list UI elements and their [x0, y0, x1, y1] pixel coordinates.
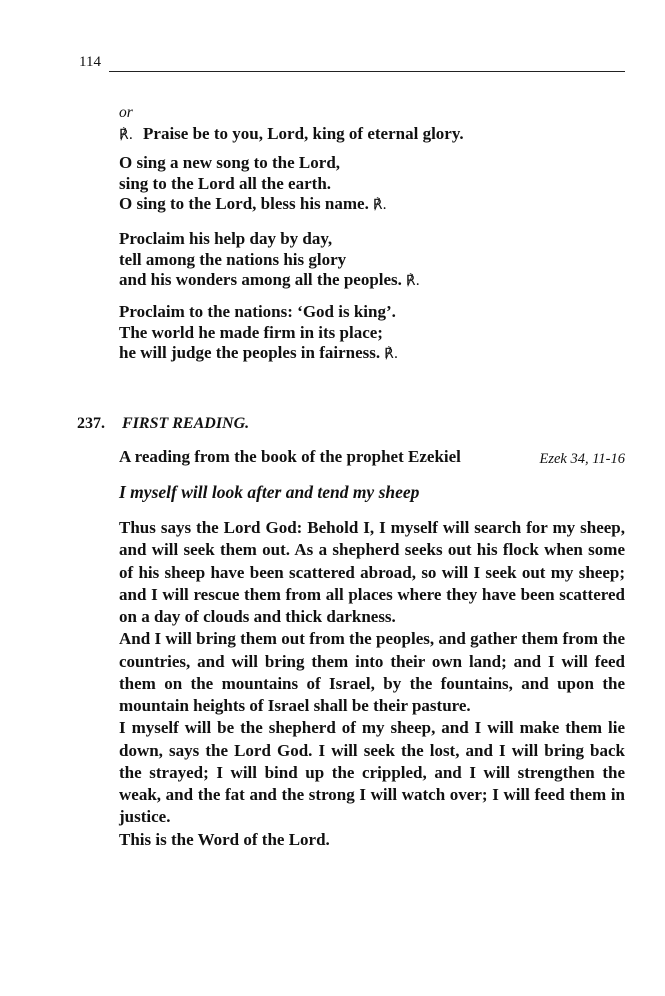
psalm-stanza-3: [119, 302, 625, 365]
verse-line: sing to the Lord all the earth.: [119, 173, 332, 193]
header-rule: [109, 71, 625, 72]
response-mark: ℟.: [405, 273, 420, 289]
response-line: [119, 123, 625, 146]
scripture-citation: Ezek 34, 11-16: [539, 451, 625, 467]
verse-line: Proclaim to the nations: ‘God is king’.: [119, 302, 396, 321]
response-text: Praise be to you, Lord, king of eternal glory.: [143, 124, 464, 143]
reading-subtitle: I myself will look after and tend my sheep: [119, 482, 420, 502]
or-label: or: [119, 104, 133, 121]
page-number: 114: [79, 54, 101, 70]
verse-text: he will judge the peoples in fairness.: [119, 343, 381, 362]
verse-line: [119, 270, 625, 292]
reading-paragraph: Thus says the Lord God: Behold I, I myself will search for my sheep, and will seek them out. As a shepherd seeks out his flock when some of his sheep have been scattered abroad, so will I seek out my sheep; and I will rescue them from all places where they have been scattered on a day of clouds and thick darkness.: [119, 518, 625, 626]
verse-line: The world he made firm in its place;: [119, 322, 383, 342]
reading-paragraph: I myself will be the shepherd of my sheep, and I will make them lie down, says the Lord God. I will seek the lost, and I will bring back the strayed; I will bind up the crippled, and I will strengthen the weak, and the fat and the strong I will watch over; I will feed them in justice.: [119, 718, 625, 827]
verse-text: O sing to the Lord, bless his name.: [119, 194, 369, 213]
verse-line: [119, 194, 625, 216]
reading-intro-row: [119, 446, 625, 468]
verse-text: and his wonders among all the peoples.: [119, 270, 402, 289]
closing-acclamation: This is the Word of the Lord.: [119, 829, 330, 849]
reading-intro: A reading from the book of the prophet Ezekiel: [119, 447, 461, 466]
response-mark: ℟.: [384, 346, 399, 362]
response-symbol: ℟.: [119, 127, 134, 143]
verse-line: [119, 343, 625, 365]
psalm-stanza-2: [119, 229, 625, 292]
reading-title: FIRST READING.: [122, 415, 250, 432]
verse-line: tell among the nations his glory: [119, 249, 347, 269]
reading-body: [119, 517, 625, 851]
reading-paragraph: And I will bring them out from the peoples, and gather them from the countries, and will bring them into their own land; and I will feed them on the mountains of Israel, by the fountains, and upon the mountain heights of Israel shall be their pasture.: [119, 629, 625, 715]
response-mark: ℟.: [372, 197, 387, 213]
reading-number: 237.: [77, 415, 105, 432]
verse-line: O sing a new song to the Lord,: [119, 153, 341, 172]
verse-line: Proclaim his help day by day,: [119, 229, 333, 248]
psalm-stanza-1: [119, 153, 625, 216]
